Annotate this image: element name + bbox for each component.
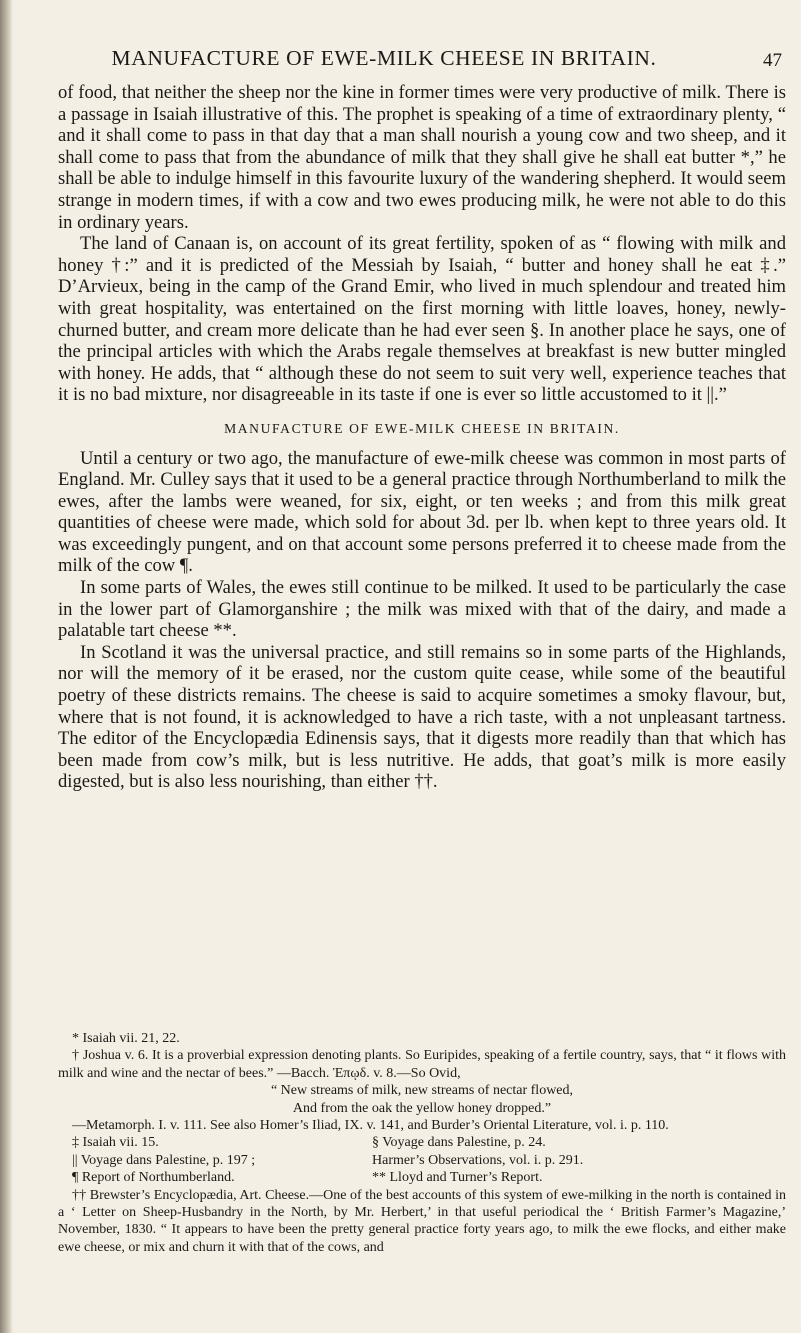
footnote-5b: Harmer’s Observations, vol. i. p. 291. bbox=[372, 1152, 584, 1168]
footnote-row-4 bbox=[58, 1134, 786, 1151]
footnote-3: —Metamorph. I. v. 111. See also Homer’s Iliad, IX. v. 141, and Burder’s Oriental Literature, vol. i. p. 110. bbox=[72, 1118, 669, 1134]
paragraph-5: In Scotland it was the universal practice, and still remains so in some parts of the Highlands, nor will the memory of it be erased, nor the custom quite cease, while some of the beautiful poetry of these districts remains. The cheese is said to acquire sometimes a smoky flavour, but, where that is not found, it is acknowledged to have a rich taste, with a not unpleasant tartness. The editor of the Encyclopædia Edinensis says, that it digests more readily than that which has been made from cow’s milk, but is less nutritive. He adds, that goat’s milk is more easily digested, but is also less nourishing, than either ††. bbox=[58, 641, 786, 793]
footnote-4b: § Voyage dans Palestine, p. 24. bbox=[372, 1135, 546, 1151]
body-text bbox=[58, 82, 786, 793]
paragraph-2: The land of Canaan is, on account of its great fertility, spoken of as “ flowing with milk and honey †:” and it is predicted of the Messiah by Isaiah, “ butter and honey shall he eat ‡.” D’Arvieux, being in the camp of the Grand Emir, who lived in much splendour and treated him with great hospitality, was entertained on the first morning with little loaves, honey, newly-churned butter, and cream more delicate than he had ever seen §. In another place he says, one of the principal articles with which the Arabs regale themselves at breakfast is new butter mingled with honey. He adds, that “ although these do not seem to suit very well, experience teaches that it is no bad mixture, nor disagreeable in its taste if one is ever so little accustomed to it ||.” bbox=[58, 233, 786, 406]
binding-edge bbox=[0, 0, 13, 1333]
page-number: 47 bbox=[763, 50, 782, 71]
footnote-6a: ¶ Report of Northumberland. bbox=[72, 1170, 235, 1186]
footnotes bbox=[58, 1030, 786, 1256]
paragraph-3: Until a century or two ago, the manufacture of ewe-milk cheese was common in most parts of England. Mr. Culley says that it used to be a general practice through Northumberland to milk the ewes, after the lambs were weaned, for six, eight, or ten weeks ; and from this milk great quantities of cheese were made, which sold for about 3d. per lb. when kept to three years old. It was exceedingly pungent, and on that account some persons preferred it to cheese made from the milk of the cow ¶. bbox=[58, 447, 786, 577]
paragraph-1: of food, that neither the sheep nor the kine in former times were very productive of milk. There is a passage in Isaiah illustrative of this. The prophet is speaking of a time of extraordinary plenty, “ and it shall come to pass in that day that a man shall nourish a young cow and two sheep, and it shall come to pass that from the abundance of milk that they shall give he shall eat butter *,” he shall be able to indulge himself in this favourite luxury of the wandering shepherd. It would seem strange in modern times, if with a cow and two ewes producing milk, he were not able to do this in ordinary years. bbox=[58, 82, 786, 233]
page-header bbox=[26, 46, 782, 76]
footnote-row-5 bbox=[58, 1152, 786, 1169]
footnote-6b: ** Lloyd and Turner’s Report. bbox=[372, 1170, 543, 1186]
paragraph-4: In some parts of Wales, the ewes still continue to be milked. It used to be particularly the case in the lower part of Glamorganshire ; the milk was mixed with that of the dairy, and made a palatable tart cheese **. bbox=[58, 577, 786, 642]
footnote-4a: ‡ Isaiah vii. 15. bbox=[72, 1135, 159, 1151]
section-heading: MANUFACTURE OF EWE-MILK CHEESE IN BRITAIN. bbox=[224, 420, 620, 436]
footnote-quote-line-2: And from the oak the yellow honey dropped.” bbox=[292, 1100, 552, 1116]
footnote-row-6 bbox=[58, 1169, 786, 1186]
footnote-1: * Isaiah vii. 21, 22. bbox=[72, 1031, 180, 1046]
footnote-quote-line-1: “ New streams of milk, new streams of nectar flowed, bbox=[270, 1083, 574, 1099]
running-title: MANUFACTURE OF EWE-MILK CHEESE IN BRITAIN. bbox=[111, 46, 657, 70]
footnote-5a: || Voyage dans Palestine, p. 197 ; bbox=[72, 1152, 256, 1168]
footnote-7: †† Brewster’s Encyclopædia, Art. Cheese.—One of the best accounts of this system of ewe-milking in the north is contained in a ‘ Letter on Sheep-Husbandry in the North, by Mr. Herbert,’ in that useful periodical the ‘ British Farmer’s Magazine,’ November, 1830. “ It appears to have been the pretty general practice forty years ago, to milk the ewe flocks, and either make ewe cheese, or mix and churn it with that of the cows, and bbox=[58, 1187, 786, 1255]
footnote-2: † Joshua v. 6. It is a proverbial expression denoting plants. So Euripides, speaking of a fertile country, says, that “ it flows with milk and wine and the nectar of bees.” —Bacch. Ἐπῳδ. v. 8.—So Ovid, bbox=[58, 1048, 786, 1081]
